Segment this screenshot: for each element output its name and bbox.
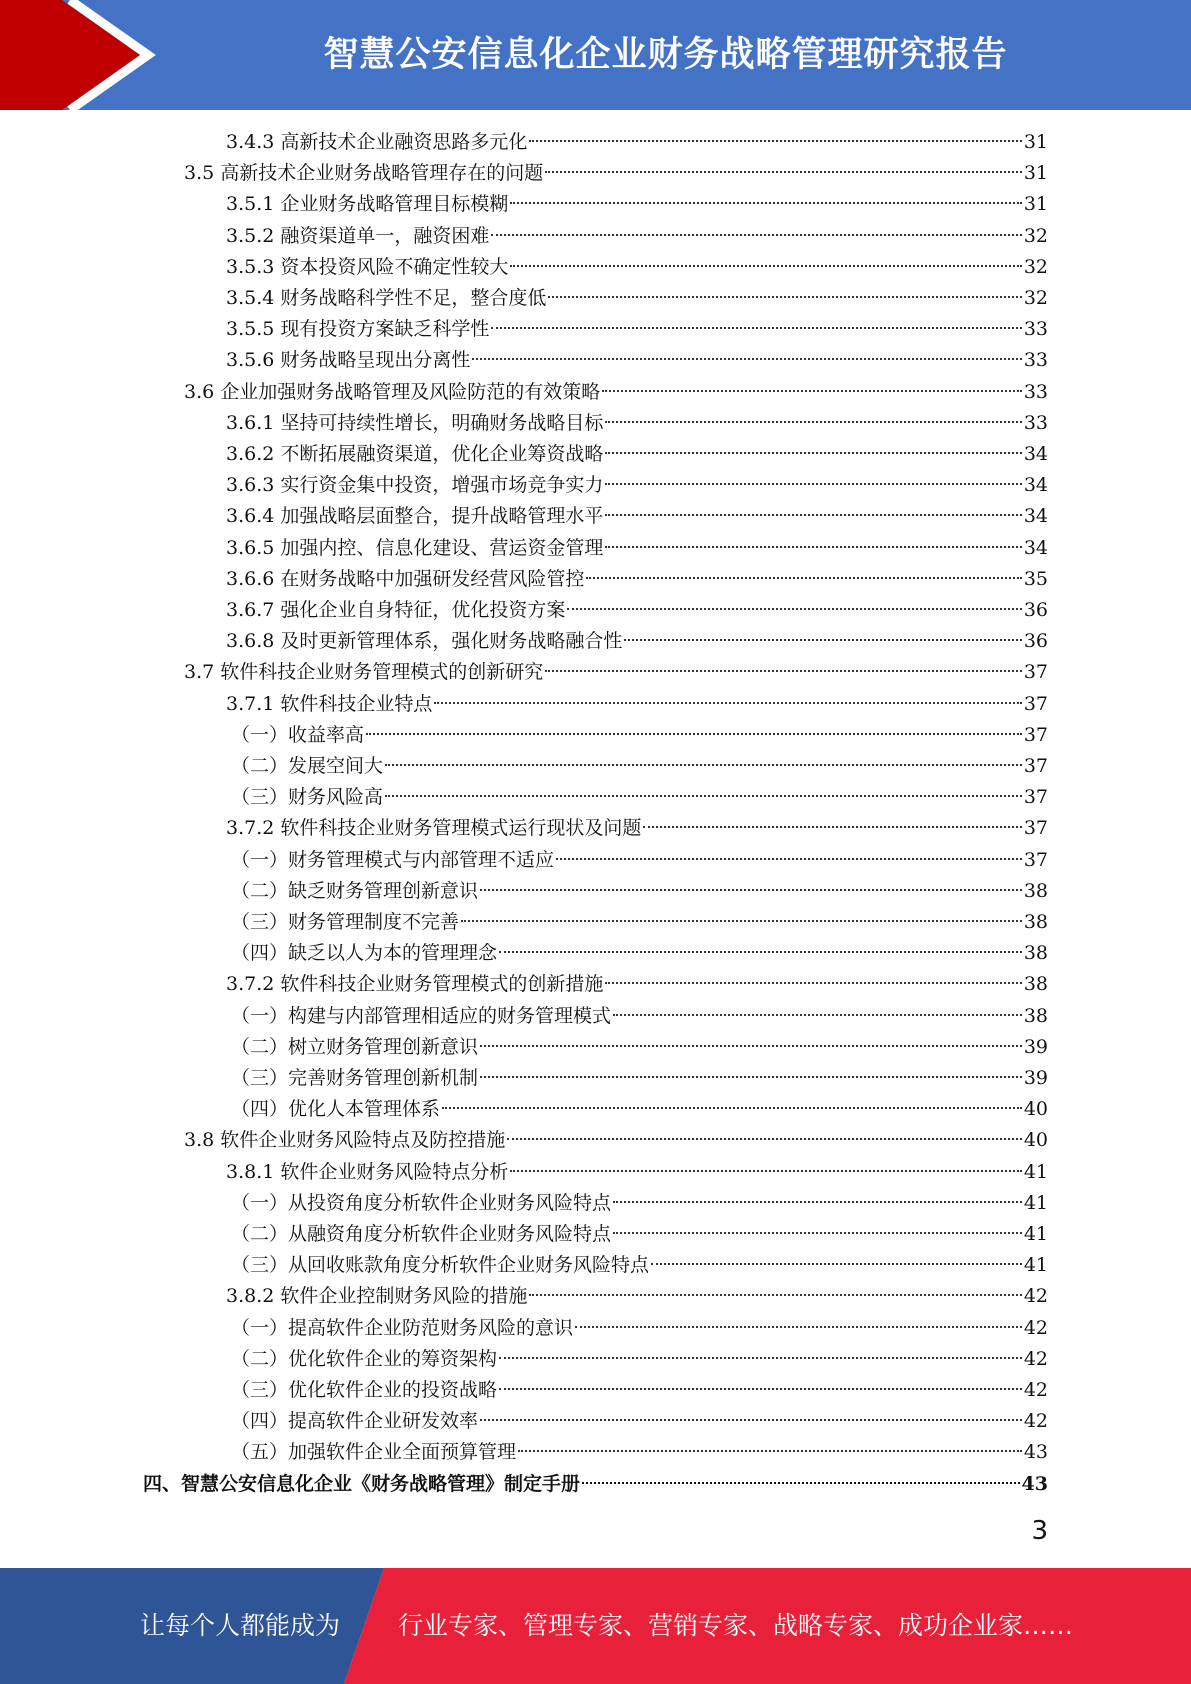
toc-dot-leader: [613, 1200, 1022, 1203]
toc-entry[interactable]: [231, 876, 1048, 907]
toc-dot-leader: [507, 1137, 1022, 1140]
toc-entry-page: 38: [1023, 911, 1048, 933]
toc-entry-title: 3.5.2 融资渠道单一，融资困难: [226, 224, 490, 247]
toc-dot-leader: [472, 357, 1021, 360]
toc-entry-title: （三）财务管理制度不完善: [231, 911, 460, 933]
toc-entry[interactable]: [231, 907, 1048, 938]
toc-entry-page: 33: [1023, 318, 1048, 341]
toc-dot-leader: [556, 857, 1022, 860]
toc-dot-leader: [518, 1449, 1022, 1452]
toc-entry-page: 38: [1023, 1004, 1048, 1027]
toc-entry-title: （二）缺乏财务管理创新意识: [231, 879, 479, 902]
toc-dot-leader: [605, 513, 1021, 516]
toc-entry-title: （四）缺乏以人为本的管理理念: [231, 942, 498, 965]
footer-slogan-right: 行业专家、管理专家、营销专家、战略专家、成功企业家……: [398, 1611, 1074, 1640]
toc-entry[interactable]: [226, 439, 1048, 470]
toc-entry-title: （四）优化人本管理体系: [231, 1098, 441, 1121]
toc-dot-leader: [480, 1418, 1022, 1421]
toc-entry-title: （一）财务管理模式与内部管理不适应: [231, 848, 555, 871]
toc-entry-page: 39: [1023, 1067, 1048, 1089]
toc-entry-title: 3.6.8 及时更新管理体系，强化财务战略融合性: [226, 630, 623, 653]
toc-entry-page: 40: [1023, 1098, 1048, 1121]
toc-dot-leader: [366, 732, 1022, 735]
toc-entry-page: 38: [1023, 973, 1048, 996]
toc-entry[interactable]: [226, 689, 1048, 720]
toc-dot-leader: [499, 1356, 1022, 1359]
toc-entry-title: （一）提高软件企业防范财务风险的意识: [231, 1316, 574, 1339]
toc-entry[interactable]: [226, 408, 1048, 439]
toc-entry-title: 3.8 软件企业财务风险特点及防控措施: [184, 1129, 506, 1152]
toc-dot-leader: [575, 1325, 1022, 1328]
toc-dot-leader: [605, 420, 1021, 423]
toc-entry-title: （二）树立财务管理创新意识: [231, 1035, 479, 1058]
toc-entry-page: 32: [1023, 224, 1048, 247]
toc-dot-leader: [480, 888, 1022, 891]
toc-entry-title: （五）加强软件企业全面预算管理: [231, 1441, 517, 1464]
toc-dot-leader: [529, 139, 1021, 142]
toc-entry-title: （二）优化软件企业的筹资架构: [231, 1347, 498, 1370]
toc-dot-leader: [582, 1481, 1020, 1484]
toc-entry[interactable]: [184, 377, 1048, 408]
toc-entry-title: 3.8.2 软件企业控制财务风险的措施: [226, 1285, 528, 1308]
toc-entry[interactable]: [226, 314, 1048, 345]
toc-dot-leader: [605, 981, 1021, 984]
toc-entry-page: 34: [1023, 536, 1048, 559]
toc-entry-title: （三）优化软件企业的投资战略: [231, 1379, 498, 1401]
toc-entry[interactable]: [184, 158, 1048, 189]
toc-dot-leader: [499, 950, 1022, 953]
toc-entry[interactable]: [231, 751, 1048, 782]
toc-entry-title: 3.6 企业加强财务战略管理及风险防范的有效策略: [184, 380, 601, 403]
toc-entry-page: 43: [1023, 1441, 1048, 1464]
toc-entry-page: 42: [1023, 1347, 1048, 1370]
toc-entry[interactable]: [231, 1063, 1048, 1094]
toc-entry-page: 32: [1023, 287, 1048, 309]
toc-entry[interactable]: [231, 1219, 1048, 1250]
toc-entry-page: 43: [1021, 1472, 1048, 1495]
toc-entry-title: （二）从融资角度分析软件企业财务风险特点: [231, 1223, 612, 1245]
toc-entry-page: 35: [1023, 567, 1048, 590]
toc-entry[interactable]: [143, 1469, 1048, 1500]
toc-dot-leader: [605, 482, 1021, 485]
toc-entry-title: （一）从投资角度分析软件企业财务风险特点: [231, 1191, 612, 1214]
toc-entry-page: 42: [1023, 1316, 1048, 1339]
toc-dot-leader: [545, 669, 1022, 672]
toc-entry-page: 37: [1023, 817, 1048, 840]
toc-entry-page: 34: [1023, 443, 1048, 465]
toc-entry[interactable]: [231, 1032, 1048, 1063]
toc-entry-title: 3.5 高新技术企业财务战略管理存在的问题: [184, 162, 544, 185]
toc-entry-page: 42: [1023, 1285, 1048, 1308]
toc-entry-title: 3.5.4 财务战略科学性不足，整合度低: [226, 287, 547, 309]
toc-dot-leader: [434, 701, 1021, 704]
toc-entry-title: 3.7 软件科技企业财务管理模式的创新研究: [184, 661, 544, 684]
toc-entry[interactable]: [226, 252, 1048, 283]
toc-entry[interactable]: [226, 595, 1048, 626]
toc-entry[interactable]: [231, 1437, 1048, 1468]
toc-entry[interactable]: [226, 969, 1048, 1000]
toc-entry-title: （二）发展空间大: [231, 755, 384, 777]
toc-entry-page: 34: [1023, 474, 1048, 497]
toc-entry[interactable]: [231, 1344, 1048, 1375]
toc-entry-page: 38: [1023, 942, 1048, 965]
toc-entry[interactable]: [226, 283, 1048, 314]
toc-entry[interactable]: [231, 1001, 1048, 1032]
toc-dot-leader: [491, 233, 1021, 236]
toc-dot-leader: [510, 1169, 1021, 1172]
toc-dot-leader: [643, 825, 1021, 828]
toc-entry-page: 42: [1023, 1379, 1048, 1401]
toc-entry-page: 41: [1023, 1191, 1048, 1214]
toc-dot-leader: [510, 201, 1021, 204]
toc-entry-title: 四、智慧公安信息化企业《财务战略管理》制定手册: [143, 1472, 581, 1495]
document-title: 智慧公安信息化企业财务战略管理研究报告: [323, 35, 1008, 75]
toc-entry[interactable]: [226, 345, 1048, 376]
toc-entry-page: 42: [1023, 1410, 1048, 1433]
toc-entry-title: 3.7.1 软件科技企业特点: [226, 692, 433, 715]
toc-dot-leader: [491, 326, 1021, 329]
toc-dot-leader: [480, 1044, 1022, 1047]
toc-dot-leader: [567, 607, 1021, 610]
toc-entry-title: 3.8.1 软件企业财务风险特点分析: [226, 1160, 509, 1183]
toc-entry[interactable]: [231, 1406, 1048, 1437]
page-footer: [0, 1568, 1191, 1684]
toc-entry[interactable]: [226, 533, 1048, 564]
toc-entry[interactable]: [226, 626, 1048, 657]
toc-entry-page: 31: [1023, 131, 1048, 153]
toc-entry[interactable]: [231, 1188, 1048, 1219]
toc-entry-page: 41: [1023, 1160, 1048, 1183]
toc-entry-title: （三）从回收账款角度分析软件企业财务风险特点: [231, 1254, 650, 1277]
toc-entry-page: 34: [1023, 505, 1048, 528]
toc-dot-leader: [545, 170, 1022, 173]
toc-entry-title: 3.5.1 企业财务战略管理目标模糊: [226, 193, 509, 216]
toc-entry[interactable]: [226, 501, 1048, 532]
toc-entry-title: 3.7.2 软件科技企业财务管理模式的创新措施: [226, 973, 604, 996]
toc-entry-page: 32: [1023, 255, 1048, 278]
toc-entry-page: 33: [1023, 411, 1048, 434]
toc-entry-title: 3.7.2 软件科技企业财务管理模式运行现状及问题: [226, 817, 642, 840]
toc-entry-page: 39: [1023, 1035, 1048, 1058]
header-arrow-decoration: [0, 0, 160, 110]
toc-dot-leader: [385, 794, 1022, 797]
toc-entry[interactable]: [226, 189, 1048, 220]
toc-dot-leader: [613, 1231, 1022, 1234]
toc-entry-title: （一）收益率高: [231, 723, 365, 746]
toc-dot-leader: [651, 1262, 1022, 1265]
toc-entry[interactable]: [231, 1250, 1048, 1281]
toc-entry-page: 37: [1023, 661, 1048, 684]
toc-dot-leader: [605, 545, 1021, 548]
toc-entry-page: 41: [1023, 1254, 1048, 1277]
toc-entry-title: 3.5.5 现有投资方案缺乏科学性: [226, 318, 490, 341]
toc-dot-leader: [442, 1106, 1022, 1109]
toc-entry[interactable]: [226, 1157, 1048, 1188]
toc-entry-title: 3.6.7 强化企业自身特征，优化投资方案: [226, 599, 566, 621]
toc-entry[interactable]: [231, 782, 1048, 813]
toc-entry-title: 3.4.3 高新技术企业融资思路多元化: [226, 131, 528, 153]
toc-dot-leader: [602, 389, 1022, 392]
toc-entry[interactable]: [226, 470, 1048, 501]
toc-entry-title: 3.6.2 不断拓展融资渠道，优化企业筹资战略: [226, 443, 604, 465]
toc-entry-title: （一）构建与内部管理相适应的财务管理模式: [231, 1004, 612, 1027]
toc-entry-title: 3.6.3 实行资金集中投资，增强市场竞争实力: [226, 474, 604, 497]
toc-entry-page: 31: [1023, 193, 1048, 216]
toc-dot-leader: [499, 1387, 1022, 1390]
toc-entry-page: 33: [1023, 349, 1048, 372]
toc-entry-page: 33: [1023, 380, 1048, 403]
toc-entry[interactable]: [184, 657, 1048, 688]
toc-entry-title: 3.5.3 资本投资风险不确定性较大: [226, 255, 509, 278]
toc-entry-page: 37: [1023, 848, 1048, 871]
toc-dot-leader: [461, 919, 1022, 922]
toc-entry-page: 40: [1023, 1129, 1048, 1152]
toc-entry[interactable]: [231, 1375, 1048, 1406]
toc-entry-page: 37: [1023, 692, 1048, 715]
toc-entry-page: 41: [1023, 1223, 1048, 1245]
toc-entry-page: 38: [1023, 879, 1048, 902]
toc-entry[interactable]: [226, 1281, 1048, 1312]
toc-dot-leader: [385, 763, 1022, 766]
toc-dot-leader: [613, 1013, 1022, 1016]
toc-entry[interactable]: [184, 1125, 1048, 1156]
toc-entry-page: 37: [1023, 755, 1048, 777]
toc-entry-title: 3.6.1 坚持可持续性增长，明确财务战略目标: [226, 411, 604, 434]
toc-entry-title: 3.6.6 在财务战略中加强研发经营风险管控: [226, 567, 585, 590]
toc-entry-title: 3.5.6 财务战略呈现出分离性: [226, 349, 471, 372]
toc-entry[interactable]: [231, 845, 1048, 876]
toc-entry-page: 31: [1023, 162, 1048, 185]
toc-entry-page: 37: [1023, 723, 1048, 746]
toc-entry-title: （三）财务风险高: [231, 786, 384, 809]
toc-entry[interactable]: [226, 127, 1048, 158]
toc-entry-page: 36: [1023, 599, 1048, 621]
toc-entry[interactable]: [226, 813, 1048, 844]
toc-dot-leader: [586, 576, 1021, 579]
toc-dot-leader: [624, 638, 1021, 641]
footer-slogan-left: 让每个人都能成为: [140, 1611, 341, 1640]
page-number: 3: [1031, 1516, 1048, 1546]
toc-entry[interactable]: [226, 564, 1048, 595]
toc-dot-leader: [510, 264, 1021, 267]
toc-dot-leader: [605, 451, 1021, 454]
toc-entry[interactable]: [226, 221, 1048, 252]
toc-dot-leader: [548, 295, 1021, 298]
toc-dot-leader: [480, 1075, 1022, 1078]
page-header: [0, 0, 1191, 110]
toc-entry-title: 3.6.5 加强内控、信息化建设、营运资金管理: [226, 536, 604, 559]
toc-entry-page: 37: [1023, 786, 1048, 809]
toc-entry-page: 36: [1023, 630, 1048, 653]
toc-entry-title: （三）完善财务管理创新机制: [231, 1067, 479, 1089]
toc-entry-title: （四）提高软件企业研发效率: [231, 1410, 479, 1433]
toc-entry[interactable]: [231, 938, 1048, 969]
toc-entry-title: 3.6.4 加强战略层面整合，提升战略管理水平: [226, 505, 604, 528]
toc-entry[interactable]: [231, 720, 1048, 751]
toc-entry[interactable]: [231, 1094, 1048, 1125]
toc-dot-leader: [529, 1293, 1021, 1296]
toc-entry[interactable]: [231, 1313, 1048, 1344]
